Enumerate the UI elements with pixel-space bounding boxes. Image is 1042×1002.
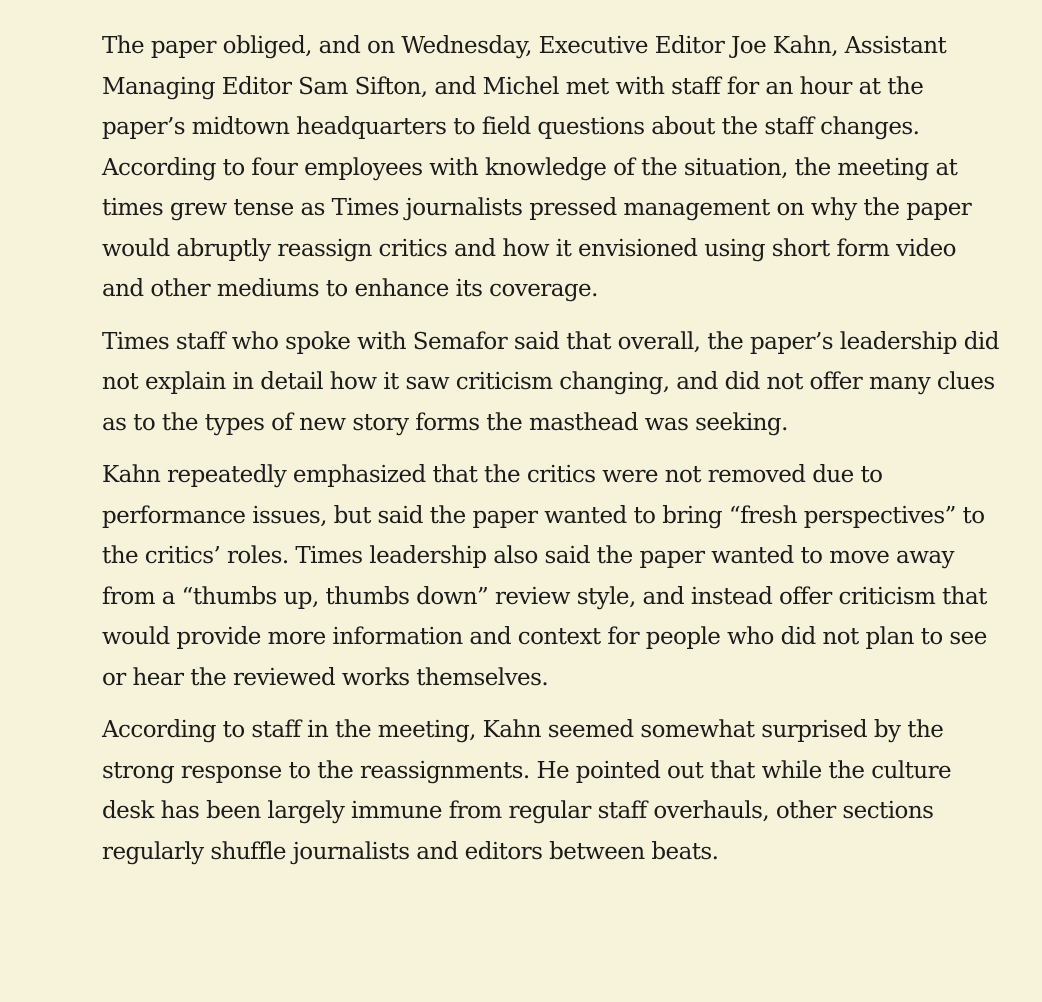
article-paragraph: According to staff in the meeting, Kahn seemed somewhat surprised by the strong response to the reassignments. He pointed out that while the culture desk has been largely immune from regular staff overhauls, other sections regularly shuffle journalists and editors between beats. xyxy=(102,717,952,865)
article-body xyxy=(102,26,1002,872)
article-paragraph: The paper obliged, and on Wednesday, Executive Editor Joe Kahn, Assistant Managing Editor Sam Sifton, and Michel met with staff for an hour at the paper’s midtown headquarters to field questions about the staff changes. According to four employees with knowledge of the situation, the meeting at times grew tense as Times journalists pressed management on why the paper would abruptly reassign critics and how it envisioned using short form video and other mediums to enhance its coverage. xyxy=(102,33,972,302)
article-paragraph: Times staff who spoke with Semafor said that overall, the paper’s leadership did not explain in detail how it saw criticism changing, and did not offer many clues as to the types of new story forms the masthead was seeking. xyxy=(102,328,999,436)
article-paragraph: Kahn repeatedly emphasized that the critics were not removed due to performance issues, but said the paper wanted to bring “fresh perspectives” to the critics’ roles. Times leadership also said the paper wanted to move away from a “thumbs up, thumbs down” review style, and instead offer criticism that would provide more information and context for people who did not plan to see or hear the reviewed works themselves. xyxy=(102,462,987,691)
